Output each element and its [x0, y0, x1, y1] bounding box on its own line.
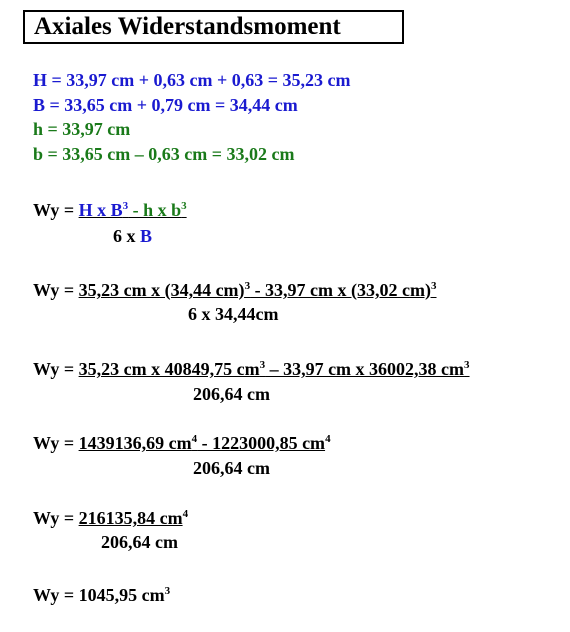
def-H: H = 33,97 cm + 0,63 cm + 0,63 = 35,23 cm: [33, 70, 351, 90]
formula-1-denominator: 6 x B: [113, 226, 153, 246]
formula-lhs: Wy =: [33, 200, 79, 220]
formula-1-term-a: H x $B^3$: [78, 200, 129, 220]
formula-2-denominator: 6 x 34,44cm: [188, 304, 279, 324]
formula-3-numerator: Wy = 35,23 cm x 40849,75 $cm^3 - 33,97$ cm x 36002,38 $cm^3$: [33, 359, 470, 379]
def-h: h = 33,97 cm: [33, 119, 131, 139]
formula-3-denominator: 206,64 cm: [193, 384, 270, 404]
formula-2-numerator: Wy = 35,23 cm x (34,44 cm)$^3$ - 33,97 cm x (33,02 cm)$^3$: [33, 280, 437, 300]
page-title: [23, 10, 404, 44]
title-text: Axiales Widerstandsmoment: [34, 13, 341, 40]
result: Wy = 1045,95 $cm^3$: [33, 585, 171, 605]
formula-4-numerator: Wy = 1439136,69 $cm^4 - 1223000,85$ $cm^4$: [33, 433, 331, 453]
def-B: B = 33,65 cm + 0,79 cm = 34,44 cm: [33, 95, 298, 115]
def-b: b = 33,65 cm – 0,63 cm = 33,02 cm: [33, 144, 295, 164]
formula-4-denominator: 206,64 cm: [193, 458, 270, 478]
formula-1-term-b: - h x $b^3$: [128, 200, 187, 220]
formula-5-denominator: 206,64 cm: [101, 532, 178, 552]
formula-5-numerator: Wy = 216135,84 $cm^4$: [33, 508, 189, 528]
formula-1-numerator: [33, 199, 187, 221]
